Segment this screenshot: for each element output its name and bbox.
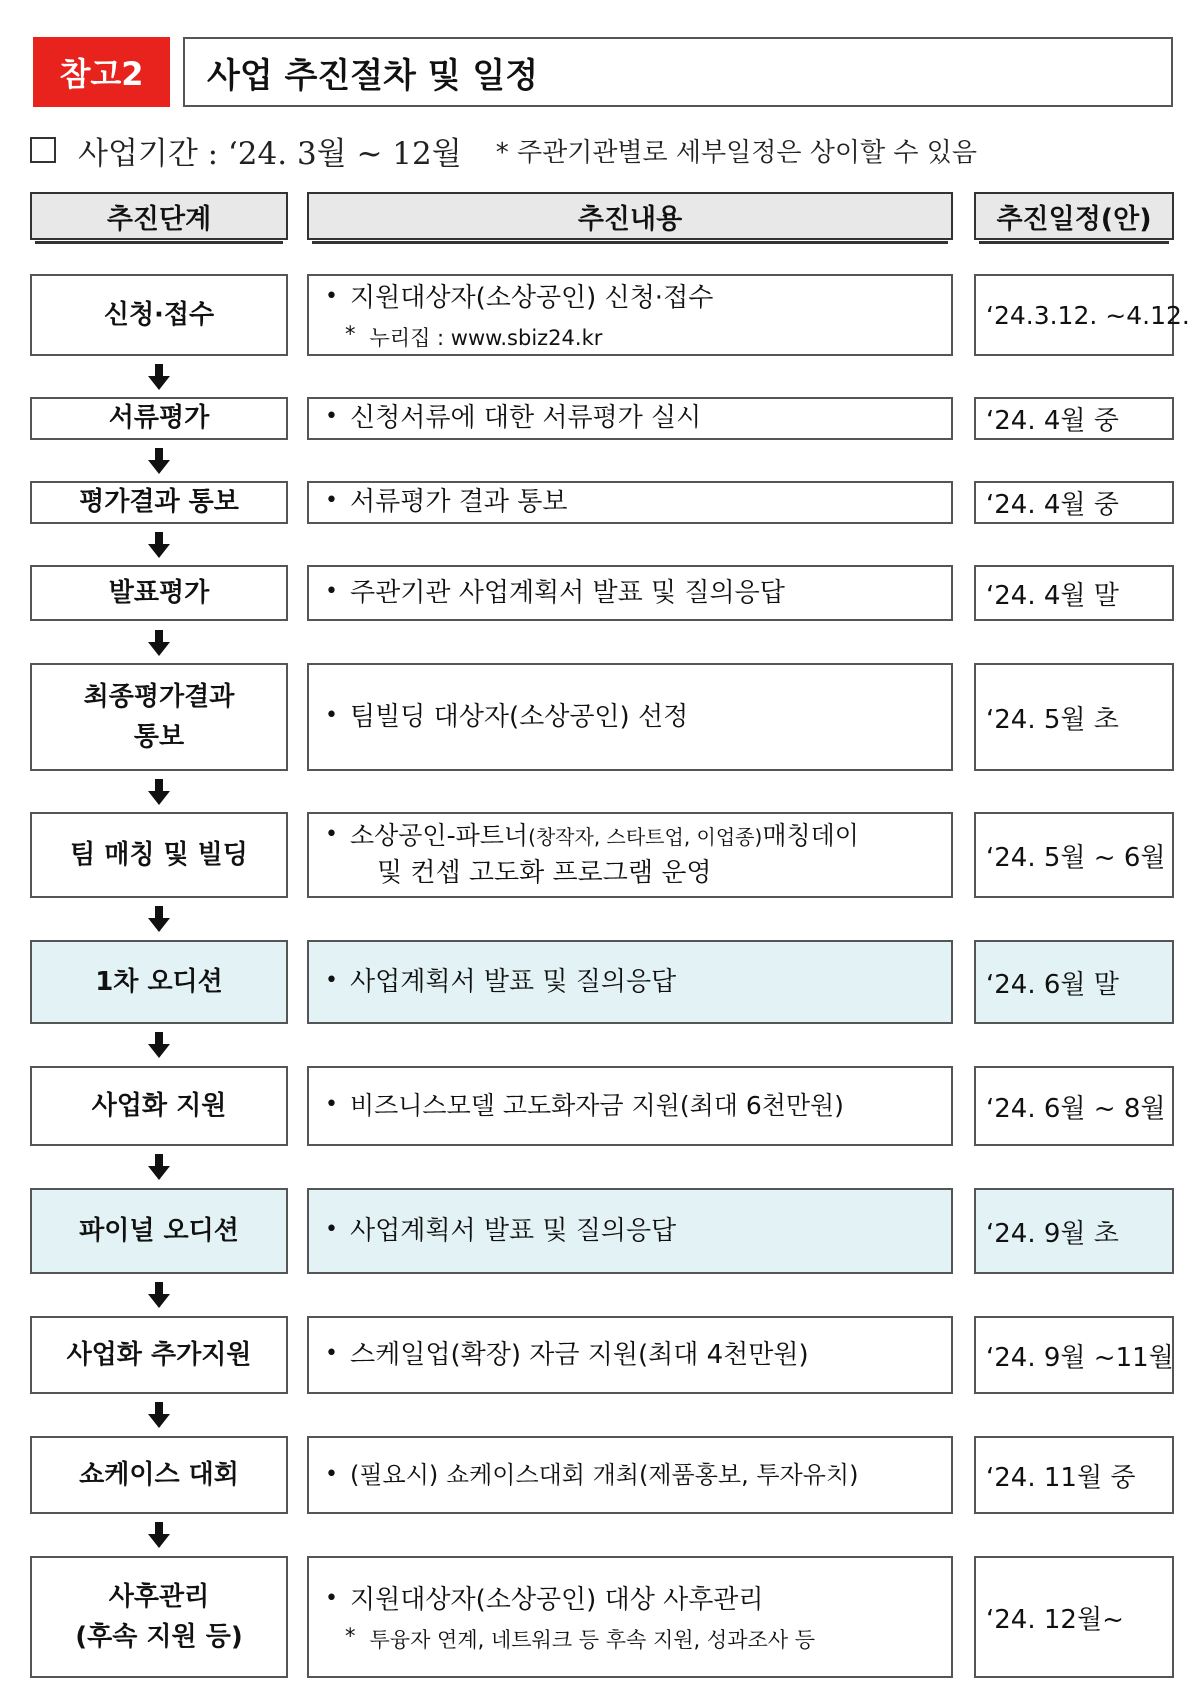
stage-label: 평가결과 통보 (79, 487, 239, 518)
arrow-down-icon (147, 906, 171, 932)
content-cell (307, 1556, 953, 1678)
content-text: 사업계획서 발표 및 질의응답 (349, 966, 677, 997)
arrow-down-icon (147, 448, 171, 474)
asterisk-icon: * (345, 1623, 356, 1648)
content-text: 소상공인-파트너(창작자, 스타트업, 이업종)매칭데이 (349, 820, 859, 850)
stage-cell (30, 397, 288, 440)
asterisk-icon: * (345, 321, 356, 346)
bullet-dot-icon: • (325, 404, 338, 429)
stage-cell (30, 1556, 288, 1678)
content-text: (필요시) 쇼케이스대회 개최(제품홍보, 투자유치) (349, 1461, 859, 1489)
schedule-cell: ‘24. 6월 ~ 8월 (974, 1066, 1174, 1146)
schedule-cell: ‘24. 6월 말 (974, 940, 1174, 1024)
stage-cell (30, 565, 288, 621)
bullet-dot-icon: • (325, 967, 338, 993)
content-text: 서류평가 결과 통보 (349, 487, 568, 517)
bullet-dot-icon: • (325, 1092, 338, 1118)
column-header-content: 추진내용 (307, 192, 953, 240)
bullet-dot-icon: • (325, 702, 338, 728)
stage-label: 쇼케이스 대회 (79, 1459, 239, 1490)
schedule-cell: ‘24. 12월~ (974, 1556, 1174, 1678)
content-text: 신청서류에 대한 서류평가 실시 (349, 403, 702, 433)
content-text-continued: 및 컨셉 고도화 프로그램 운영 (377, 858, 712, 889)
period-note: * 주관기관별로 세부일정은 상이할 수 있음 (495, 137, 977, 168)
content-text: 비즈니스모델 고도화자금 지원(최대 6천만원) (349, 1091, 844, 1121)
schedule-cell: ‘24. 5월 초 (974, 663, 1174, 771)
bullet-dot-icon: • (325, 1340, 338, 1366)
bullet-dot-icon: • (325, 578, 338, 604)
column-header-stage: 추진단계 (30, 192, 288, 240)
content-subnote: 누리집 : www.sbiz24.kr (369, 325, 603, 350)
schedule-cell: ‘24. 11월 중 (974, 1436, 1174, 1514)
content-cell (307, 274, 953, 356)
arrow-down-icon (147, 1402, 171, 1428)
bullet-dot-icon: • (325, 1462, 338, 1487)
period-text: 사업기간 : ‘24. 3월 ~ 12월 (78, 135, 462, 172)
arrow-down-icon (147, 1522, 171, 1548)
arrow-down-icon (147, 1282, 171, 1308)
empty-square-icon (30, 137, 56, 163)
content-text: 팀빌딩 대상자(소상공인) 선정 (349, 701, 689, 732)
stage-cell (30, 663, 288, 771)
stage-label: 사후관리 (후속 지원 등) (75, 1581, 243, 1652)
content-cell (307, 1316, 953, 1394)
stage-label: 사업화 지원 (91, 1090, 227, 1121)
bullet-dot-icon: • (325, 488, 338, 513)
schedule-cell: ‘24. 9월 초 (974, 1188, 1174, 1274)
bullet-dot-icon: • (325, 283, 338, 309)
stage-label: 팀 매칭 및 빌딩 (70, 839, 248, 870)
schedule-cell: ‘24. 5월 ~ 6월 (974, 812, 1174, 898)
stage-cell (30, 1066, 288, 1146)
schedule-cell: ‘24. 9월 ~11월 (974, 1316, 1174, 1394)
content-cell (307, 940, 953, 1024)
content-cell (307, 397, 953, 440)
content-text: 사업계획서 발표 및 질의응답 (349, 1215, 677, 1246)
stage-label: 1차 오디션 (95, 966, 223, 997)
arrow-down-icon (147, 532, 171, 558)
stage-label: 발표평가 (108, 577, 210, 608)
content-cell (307, 481, 953, 524)
stage-cell (30, 1316, 288, 1394)
content-text: 스케일업(확장) 자금 지원(최대 4천만원) (349, 1339, 809, 1370)
content-cell (307, 1066, 953, 1146)
arrow-down-icon (147, 779, 171, 805)
bullet-dot-icon: • (325, 1216, 338, 1242)
stage-label: 사업화 추가지원 (66, 1339, 252, 1370)
arrow-down-icon (147, 630, 171, 656)
page-title: 사업 추진절차 및 일정 (183, 37, 1173, 107)
stage-cell (30, 940, 288, 1024)
content-text: 지원대상자(소상공인) 대상 사후관리 (349, 1584, 764, 1615)
column-header-schedule: 추진일정(안) (974, 192, 1174, 240)
content-cell (307, 1436, 953, 1514)
bullet-dot-icon: • (325, 821, 338, 847)
arrow-down-icon (147, 1154, 171, 1180)
arrow-down-icon (147, 364, 171, 390)
schedule-cell: ‘24.3.12. ~4.12. (974, 274, 1174, 356)
schedule-cell: ‘24. 4월 중 (974, 481, 1174, 524)
content-subnote: 투융자 연계, 네트워크 등 후속 지원, 성과조사 등 (369, 1627, 816, 1652)
schedule-cell: ‘24. 4월 중 (974, 397, 1174, 440)
stage-cell (30, 1188, 288, 1274)
stage-label: 파이널 오디션 (79, 1215, 239, 1246)
stage-cell (30, 1436, 288, 1514)
content-cell (307, 812, 953, 898)
stage-cell (30, 481, 288, 524)
business-period (30, 128, 977, 172)
content-text: 지원대상자(소상공인) 신청·접수 (349, 282, 714, 313)
stage-label: 신청·접수 (103, 299, 215, 330)
content-cell (307, 1188, 953, 1274)
stage-cell (30, 274, 288, 356)
stage-label: 서류평가 (108, 403, 210, 434)
stage-label: 최종평가결과 통보 (83, 681, 235, 752)
arrow-down-icon (147, 1032, 171, 1058)
content-text: 주관기관 사업계획서 발표 및 질의응답 (349, 577, 785, 608)
schedule-cell: ‘24. 4월 말 (974, 565, 1174, 621)
reference-badge: 참고2 (33, 37, 170, 107)
stage-cell (30, 812, 288, 898)
bullet-dot-icon: • (325, 1585, 338, 1611)
content-cell (307, 565, 953, 621)
content-cell (307, 663, 953, 771)
